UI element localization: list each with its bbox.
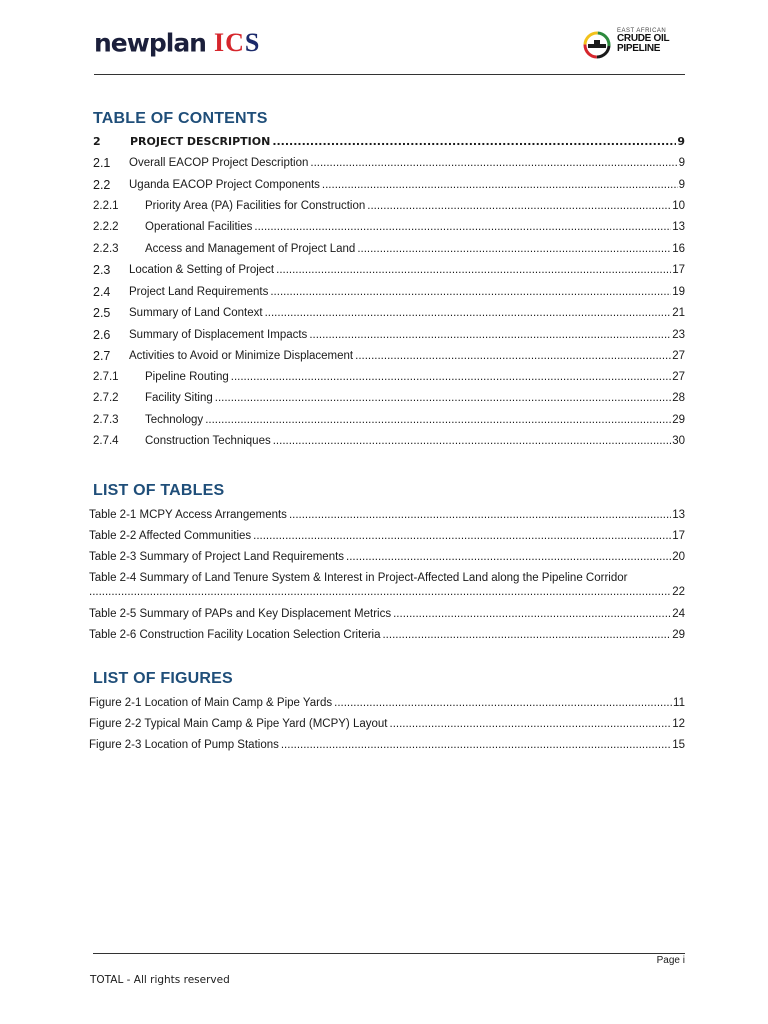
figure-list-entry[interactable]: Figure 2-1 Location of Main Camp & Pipe Yards ..... 11 <box>89 694 685 710</box>
table-list-entry[interactable]: Table 2-2 Affected Communities ..... 17 <box>89 527 685 543</box>
toc-entry[interactable]: 2.2.3 Access and Management of Project Land ..... 16 <box>93 240 685 256</box>
toc-entry[interactable]: 2.7.1 Pipeline Routing ..... 27 <box>93 368 685 384</box>
table-list-entry[interactable]: Table 2-6 Construction Facility Location Selection Criteria ..... 29 <box>89 626 685 642</box>
toc-entry[interactable]: 2.6 Summary of Displacement Impacts ..... 23 <box>93 326 685 342</box>
copyright-notice: TOTAL - All rights reserved <box>90 974 230 986</box>
toc-entry[interactable]: 2.7.3 Technology ..... 29 <box>93 411 685 427</box>
newplan-logo-text: newplan <box>94 28 206 58</box>
toc-entry[interactable]: 2.7.2 Facility Siting ..... 28 <box>93 389 685 405</box>
toc-entry[interactable]: 2.2 Uganda EACOP Project Components ..... 9 <box>93 176 685 192</box>
toc-entry[interactable]: 2.1 Overall EACOP Project Description ..... 9 <box>93 154 685 170</box>
figure-list-entry[interactable]: Figure 2-2 Typical Main Camp & Pipe Yard (MCPY) Layout ..... 12 <box>89 715 685 731</box>
list-of-tables-heading: LIST OF TABLES <box>93 482 225 499</box>
table-list-entry[interactable]: Table 2-4 Summary of Land Tenure System & Interest in Project-Affected Land along the Pipeline Corridor ..... 22 <box>89 571 685 599</box>
figure-list-entry[interactable]: Figure 2-3 Location of Pump Stations ..... 15 <box>89 736 685 752</box>
toc-entry[interactable]: 2.3 Location & Setting of Project ..... 17 <box>93 261 685 277</box>
eacop-ring-icon <box>582 30 612 60</box>
footer-divider <box>93 953 685 954</box>
toc-entry[interactable]: 2.5 Summary of Land Context ..... 21 <box>93 304 685 320</box>
toc-entry[interactable]: 2.2.1 Priority Area (PA) Facilities for Construction ..... 10 <box>93 197 685 213</box>
toc-entry[interactable]: 2.7.4 Construction Techniques ..... 30 <box>93 432 685 448</box>
header-divider <box>94 74 685 75</box>
toc-entry[interactable]: 2.4 Project Land Requirements ..... 19 <box>93 283 685 299</box>
table-list-entry[interactable]: Table 2-1 MCPY Access Arrangements ..... 13 <box>89 506 685 522</box>
table-list-entry[interactable]: Table 2-3 Summary of Project Land Requirements ..... 20 <box>89 548 685 564</box>
table-list-entry[interactable]: Table 2-5 Summary of PAPs and Key Displacement Metrics ..... 24 <box>89 605 685 621</box>
toc-entry[interactable]: 2 PROJECT DESCRIPTION ..... 9 <box>93 133 685 149</box>
list-of-figures-heading: LIST OF FIGURES <box>93 670 233 687</box>
newplan-ics-logo <box>94 28 260 62</box>
page-number: Page i <box>656 955 685 966</box>
toc-heading: TABLE OF CONTENTS <box>93 110 268 127</box>
toc-entry[interactable]: 2.2.2 Operational Facilities ..... 13 <box>93 218 685 234</box>
eacop-logo <box>582 26 692 64</box>
eacop-logo-text: EAST AFRICAN CRUDE OIL PIPELINE <box>617 28 670 54</box>
toc-entry[interactable]: 2.7 Activities to Avoid or Minimize Displacement ..... 27 <box>93 347 685 363</box>
ics-logo-text: ICS <box>213 28 261 57</box>
